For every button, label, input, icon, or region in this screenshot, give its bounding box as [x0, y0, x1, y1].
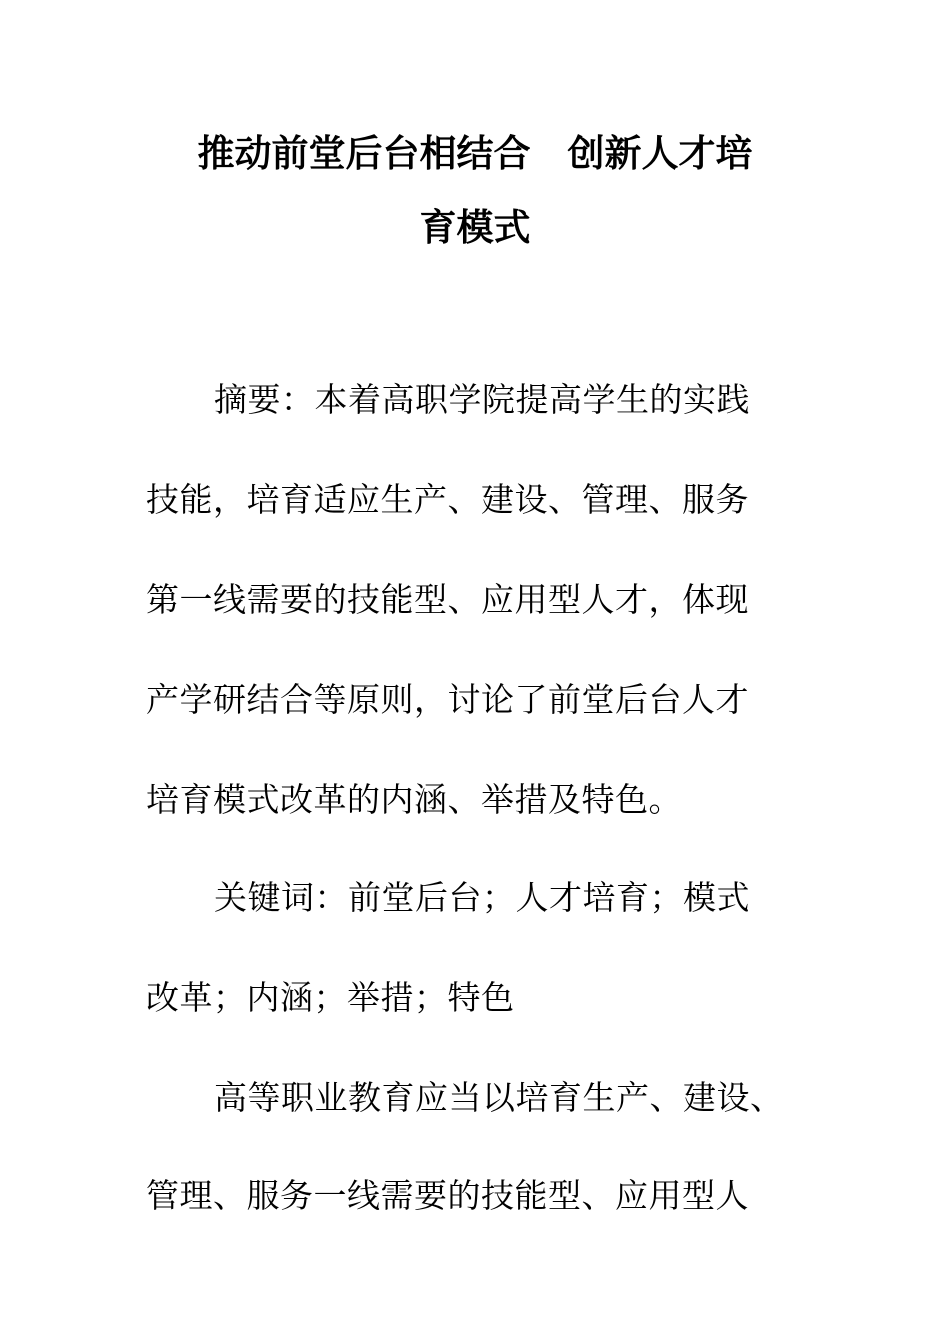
abstract-line-1: 摘要：本着高职学院提高学生的实践: [214, 380, 750, 419]
keywords-line-2: 改革；内涵；举措；特色: [146, 978, 515, 1017]
body-paragraph-line-1: 高等职业教育应当以培育生产、建设、: [214, 1078, 784, 1117]
keywords-line-1: 关键词：前堂后台；人才培育；模式: [214, 878, 750, 917]
abstract-line-2: 技能，培育适应生产、建设、管理、服务: [146, 480, 749, 519]
abstract-line-5: 培育模式改革的内涵、举措及特色。: [146, 780, 682, 819]
document-title-line-1: 推动前堂后台相结合 创新人才培: [197, 132, 753, 175]
document-title-line-2: 育模式: [419, 206, 531, 249]
body-paragraph-line-2: 管理、服务一线需要的技能型、应用型人: [146, 1176, 749, 1215]
abstract-line-4: 产学研结合等原则，讨论了前堂后台人才: [146, 680, 749, 719]
abstract-line-3: 第一线需要的技能型、应用型人才，体现: [146, 580, 749, 619]
